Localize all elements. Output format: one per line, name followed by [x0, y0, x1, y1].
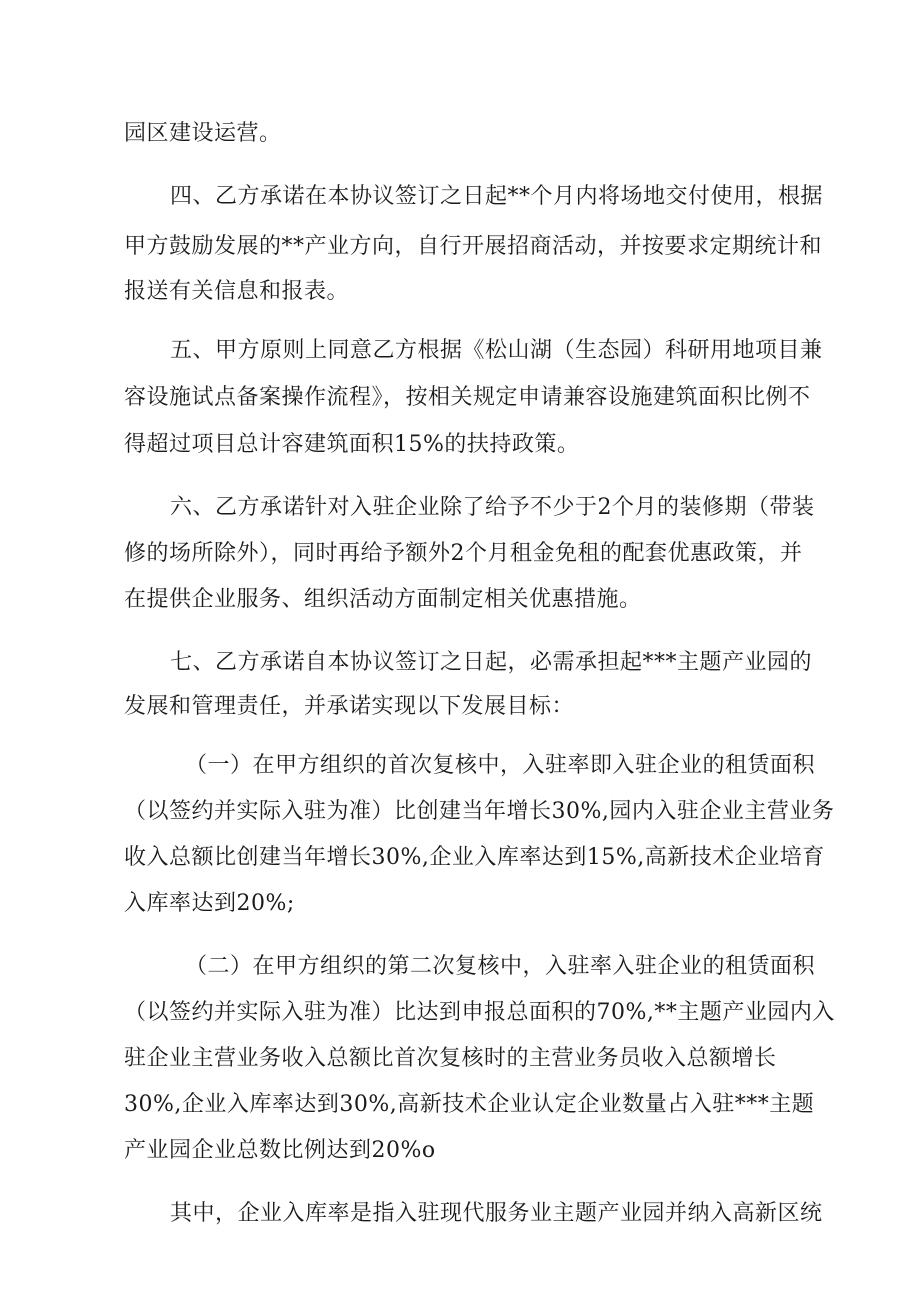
text-line: 甲方鼓励发展的**产业方向，自行开展招商活动，并按要求定期统计和 [124, 234, 823, 259]
text-line: （一）在甲方组织的首次复核中，入驻率即入驻企业的租赁面积 [185, 753, 816, 778]
text-line: 七、乙方承诺自本协议签订之日起，必需承担起***主题产业园的 [170, 650, 813, 675]
text-line: 驻企业主营业务收入总额比首次复核时的主营业务员收入总额增长 [124, 1046, 777, 1071]
text-line: 30%,企业入库率达到30%,高新技术企业认定企业数量占入驻***主题 [124, 1092, 815, 1117]
text-line: 产业园企业总数比例达到20%o [124, 1138, 436, 1163]
text-line: 在提供企业服务、组织活动方面制定相关优惠措施。 [124, 587, 642, 612]
text-line: 入库率达到20%; [124, 891, 295, 916]
text-line: 其中，企业入库率是指入驻现代服务业主题产业园并纳入高新区统 [170, 1201, 823, 1226]
text-line: 六、乙方承诺针对入驻企业除了给予不少于2个月的装修期（带装 [170, 495, 815, 520]
text-line: 发展和管理责任，并承诺实现以下发展目标： [124, 694, 575, 719]
text-line: 五、甲方原则上同意乙方根据《松山湖（生态园）科研用地项目兼 [170, 338, 823, 363]
text-line: （以签约并实际入驻为准）比创建当年增长30%,园内入驻企业主营业务 [124, 799, 835, 824]
text-line: 园区建设运营。 [124, 121, 282, 146]
text-line: 修的场所除外），同时再给予额外2个月租金免租的配套优惠政策，并 [124, 541, 803, 566]
text-line: 四、乙方承诺在本协议签订之日起**个月内将场地交付使用，根据 [170, 184, 824, 209]
text-line: （二）在甲方组织的第二次复核中，入驻率入驻企业的租赁面积 [185, 954, 816, 979]
text-line: 报送有关信息和报表。 [124, 279, 350, 304]
text-line: （以签约并实际入驻为准）比达到申报总面积的70%,**主题产业园内入 [124, 1000, 835, 1025]
text-line: 得超过项目总计容建筑面积15%的扶持政策。 [124, 432, 580, 457]
text-line: 容设施试点备案操作流程》，按相关规定申请兼容设施建筑面积比例不 [124, 385, 811, 410]
text-line: 收入总额比创建当年增长30%,企业入库率达到15%,高新技术企业培育 [124, 845, 825, 870]
